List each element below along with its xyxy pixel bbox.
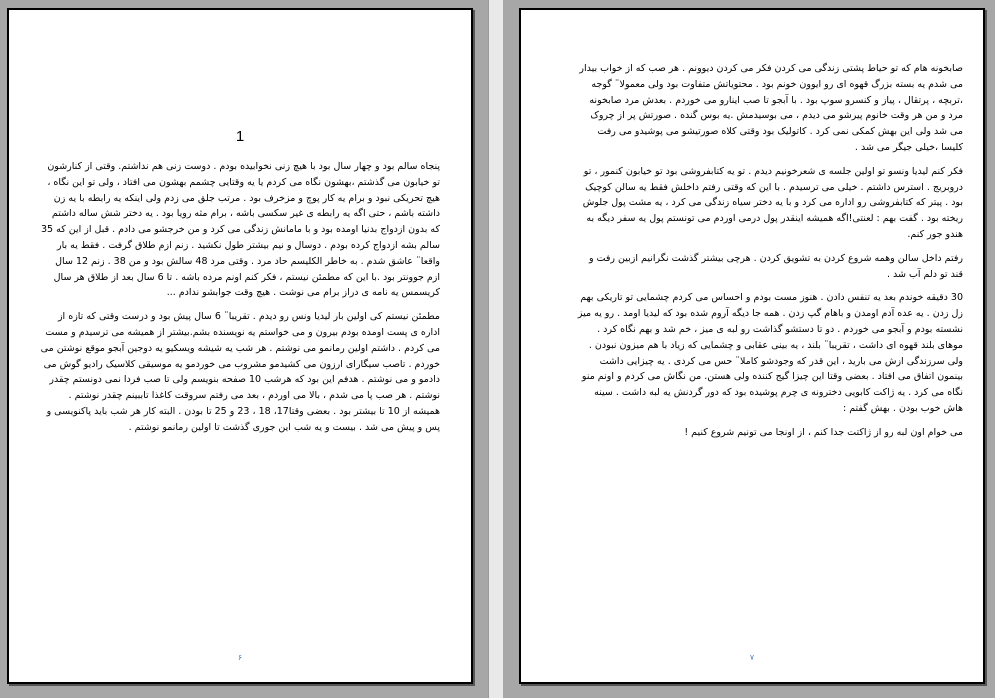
page-right: [519, 8, 985, 684]
page-right-body: [577, 61, 963, 449]
paragraph: می خوام اون لبه رو از ژاکتت جدا کنم ، از اونجا می تونیم شروع کنیم !: [684, 426, 963, 438]
page-left-body: [40, 159, 440, 444]
page-number: ۷: [749, 653, 755, 662]
paragraph: 30 دقیقه خوندم بعد یه تنفس دادن . هنوز مست بودم و احساس می کردم چشمایی تو تاریکی بهم زل زدن . یه عده آدم اومدن و باهام گپ زدن . همه جا دیگه آروم شده بود که لیدیا اومد . رو یه میز نشسته بودم و آبجو می خوردم . دو تا دستشو گذاشت رو لبه ی میز ، خم شد و بهم نگاه کرد . موهای بلند قهوه ای داشت ، تقریبا¨ بلند ، یه بینی عقابی و چشمایی که زیاد با هم میزون نبودن . ولی سرزندگی ازش می بارید ، این قدر که وجودشو کاملا¨ حس می کردی . یه چیزایی داشت بینمون اتفاق می افتاد . بعضی وقتا این چیزا گیج کننده ولی هستن. من نگاش می کردم و اونم منو نگاه می کرد . یه ژاکت کابویی دخترونه ی چرم پوشیده بود که دور گردنش یه لبه داشت . سینه هاش خوب بودن . بهش گفتم :: [577, 292, 963, 414]
page-separator: [488, 0, 504, 698]
paragraph: رفتم داخل سالن وهمه شروع کردن به تشویق کردن . هرچی بیشتر گذشت نگرانیم ازبین رفت و قند تو دلم آب شد .: [588, 252, 963, 280]
paragraph: فکر کنم لیدیا ونسو تو اولین جلسه ی شعرخونیم دیدم . تو یه کتابفروشی بود تو خیابون کنمور ، تو دروبریج . استرس داشتم . خیلی می ترسیدم . با این که وقتی رفتم داخلش فقط یه سالن کوچیک بود . پیتر که کتابفروشی رو اداره می کرد و با یه دختر سیاه زندگی می کرد ، یه مشت پول جلوش ریخته بود . گفت بهم : لعنتی!اگه همیشه اینقدر پول درمی اوردم می تونستم پول یه سفر دیگه به هندو جور کنم.: [582, 165, 963, 240]
page-number: ۶: [237, 653, 243, 662]
paragraph: مطمئن نیستم کی اولین بار لیدیا ونس رو دیدم . تقریبا¨ 6 سال پیش بود و درست وقتی که تازه از اداره ی پست اومده بودم بیرون و می خواستم یه نویسنده بشم.بیشتر از همیشه می ترسیدم و مست می کردم . داشتم اولین رمانمو می نوشتم . هر شب یه شیشه ویسکیو یه دوجین آبجو موقع نوشتن می خوردم . تاصب سیگارای ارزون می کشیدمو مشروب می خوردمو یه موسیقی کلاسیک رادیو گوش می دادمو و می نوشتم . هدفم این بود که هرشب 10 صفحه بنویسم ولی تا صب فردا نمی دونستم چقدر نوشتم . هر صب پا می شدم ، بالا می اوردم ، بعد می رفتم سروقت کاغذا تاببینم چقدر نوشتم . همیشه از 10 تا بیشتر بود . بعضی وقتا17، 18 ، 23 و 25 تا بودن . البته کار هر شب باید پاکنویسی و پس و پیش می شد . بیست و یه شب این جوری گذشت تا اولین رمانمو نوشتم .: [40, 311, 440, 433]
page-left: [7, 8, 473, 684]
paragraph: صابخونه هام که تو حیاط پشتی زندگی می کردن فکر می کردن دیوونم . هر صب که از خواب بیدار می شدم یه بسته بزرگ قهوه ای رو ایوون خونم بود . محتویاتش متفاوت بود ولی معمولا¨ گوجه ،تربچه ، پرتقال ، پیاز و کنسرو سوپ بود . با آبجو تا صب اینارو می خوردم . بعدش مرد صابخونه مرد و من هر وقت خانوم پیرشو می دیدم ، می بوسیدمش .یه بوس گنده . صورتش پر از چروک می شد ولی این بهش کمکی نمی کرد . کاتولیک بود وقتی کلاه صورتیشو می پوشیدو می رفت کلیسا ،خیلی جیگر می شد .: [579, 63, 963, 153]
paragraph: پنجاه سالم بود و چهار سال بود با هیچ زنی نخوابیده بودم . دوست زنی هم نداشتم. وقتی از کنارشون تو خیابون می گذشتم ،بهشون نگاه می کردم یا یه وقتایی چشمم بهشون می افتاد ، ولی تو این نگاه ، هیچ تحریکی نبود و برام یه کار پوچ و مزخرف بود . مرتب جلق می زدم ولی اینکه یه رابطه با یه زن داشته باشم ، حتی اگه یه رابطه ی غیر سکسی باشه ، برام مثه رویا بود . یه دختر شش ساله داشتم که بدون ازدواج بدنیا اومده بود و با مامانش زندگی می کرد و من خرجشو می دادم . قبل از این که 35 سالم بشه ازدواج کرده بودم . دوسال و نیم بیشتر طول نکشید . زنم ازم طلاق گرفت . فقط یه بار واقعا¨ عاشق شدم . به خاطر الکلیسم حاد مرد . وقتی مرد 48 سالش بود و من 38 . زنم 12 سال ازم جوونتر بود .با این که مطمئن نیستم ، فکر کنم اونم مرده باشه . تا 6 سال بعد از طلاق هر سال کریسمس یه نامه ی دراز برام می نوشت . هیچ وقت جوابشو ندادم ...: [40, 161, 440, 299]
chapter-heading: 1: [235, 128, 245, 145]
